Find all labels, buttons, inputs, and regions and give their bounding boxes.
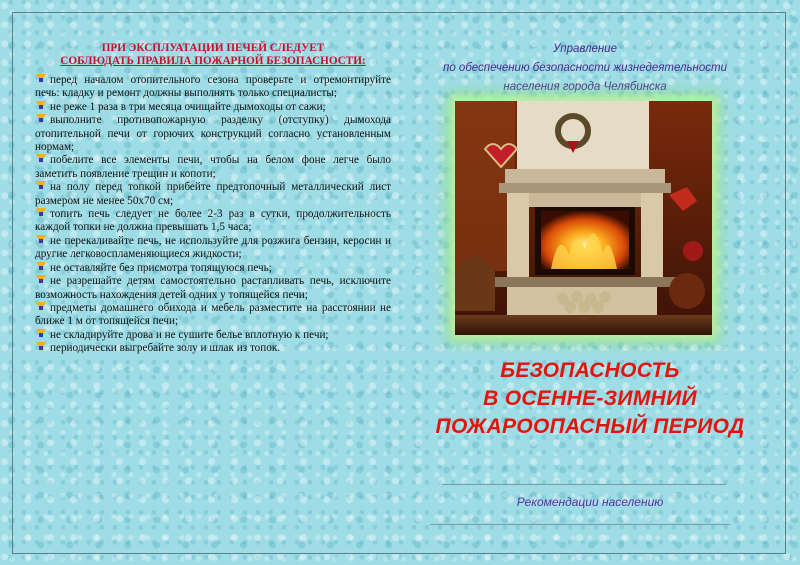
rule-item: периодически выгребайте золу и шлак из топок. — [35, 342, 391, 355]
rules-title-line1: ПРИ ЭКСПЛУАТАЦИИ ПЕЧЕЙ СЛЕДУЕТ — [101, 42, 325, 54]
rule-item: перед началом отопительного сезона проверьте и отремонтируйте печь: кладку и ремонт должны выполнять только специалисты; — [35, 74, 391, 100]
rule-item: не оставляйте без присмотра топящуюся печь; — [35, 262, 391, 275]
organization-header — [400, 40, 770, 97]
header-line2: по обеспечению безопасности жизнедеятельности — [443, 62, 727, 74]
rule-item: предметы домашнего обихода и мебель разместите на расстоянии не ближе 1 м от топящейся печи; — [35, 301, 391, 328]
rule-item: не перекаливайте печь, не используйте для розжига бензин, керосин и другие легковоспламеняющиеся жидкости; — [35, 234, 391, 261]
arrow-down-bullet-icon — [35, 342, 47, 352]
rule-item: не складируйте дрова и не сушите белье вплотную к печи; — [35, 329, 391, 342]
arrow-down-bullet-icon — [35, 74, 47, 84]
title-line1: БЕЗОПАСНОСТЬ — [500, 359, 680, 382]
safety-rules-panel — [35, 42, 391, 356]
recommendations-text: Рекомендации населению — [516, 495, 664, 509]
rules-title-line2: СОБЛЮДАТЬ ПРАВИЛА ПОЖАРНОЙ БЕЗОПАСНОСТИ: — [60, 55, 366, 67]
arrow-down-bullet-icon — [35, 114, 47, 124]
rules-list — [35, 74, 391, 356]
divider-bottom — [430, 524, 730, 525]
arrow-down-bullet-icon — [35, 329, 47, 339]
divider-top — [442, 484, 726, 485]
arrow-down-bullet-icon — [35, 275, 47, 285]
arrow-down-bullet-icon — [35, 235, 47, 245]
arrow-down-bullet-icon — [35, 154, 47, 164]
header-line3: населения города Челябинска — [503, 81, 667, 93]
arrow-down-bullet-icon — [35, 302, 47, 312]
title-line2: В ОСЕННЕ-ЗИМНИЙ — [483, 387, 697, 410]
fireplace-photo — [455, 101, 712, 335]
rule-item: не разрешайте детям самостоятельно растапливать печь, исключите возможность нахождения детей одних у топящейся печи; — [35, 275, 391, 301]
rules-title — [35, 42, 391, 68]
brochure-title — [400, 357, 780, 441]
arrow-down-bullet-icon — [35, 101, 47, 111]
rule-item: топить печь следует не более 2-3 раз в сутки, продолжительность каждой топки не должна превышать 1,5 часа; — [35, 208, 391, 234]
title-line3: ПОЖАРООПАСНЫЙ ПЕРИОД — [435, 415, 745, 438]
rule-item: не реже 1 раза в три месяца очищайте дымоходы от сажи; — [35, 101, 391, 114]
rule-item: побелите все элементы печи, чтобы на белом фоне легче было заметить появление трещин и копоти; — [35, 154, 391, 180]
rule-item: на полу перед топкой прибейте предтопочный металлический лист размером не менее 50х70 см; — [35, 181, 391, 207]
arrow-down-bullet-icon — [35, 181, 47, 191]
arrow-down-bullet-icon — [35, 208, 47, 218]
fireplace-illustration — [455, 101, 712, 335]
header-line1: Управление — [553, 43, 617, 55]
rule-item: выполните противопожарную разделку (отступку) дымохода отопительной печи от горючих конструкций согласно установленным нормам; — [35, 114, 391, 154]
arrow-down-bullet-icon — [35, 262, 47, 272]
